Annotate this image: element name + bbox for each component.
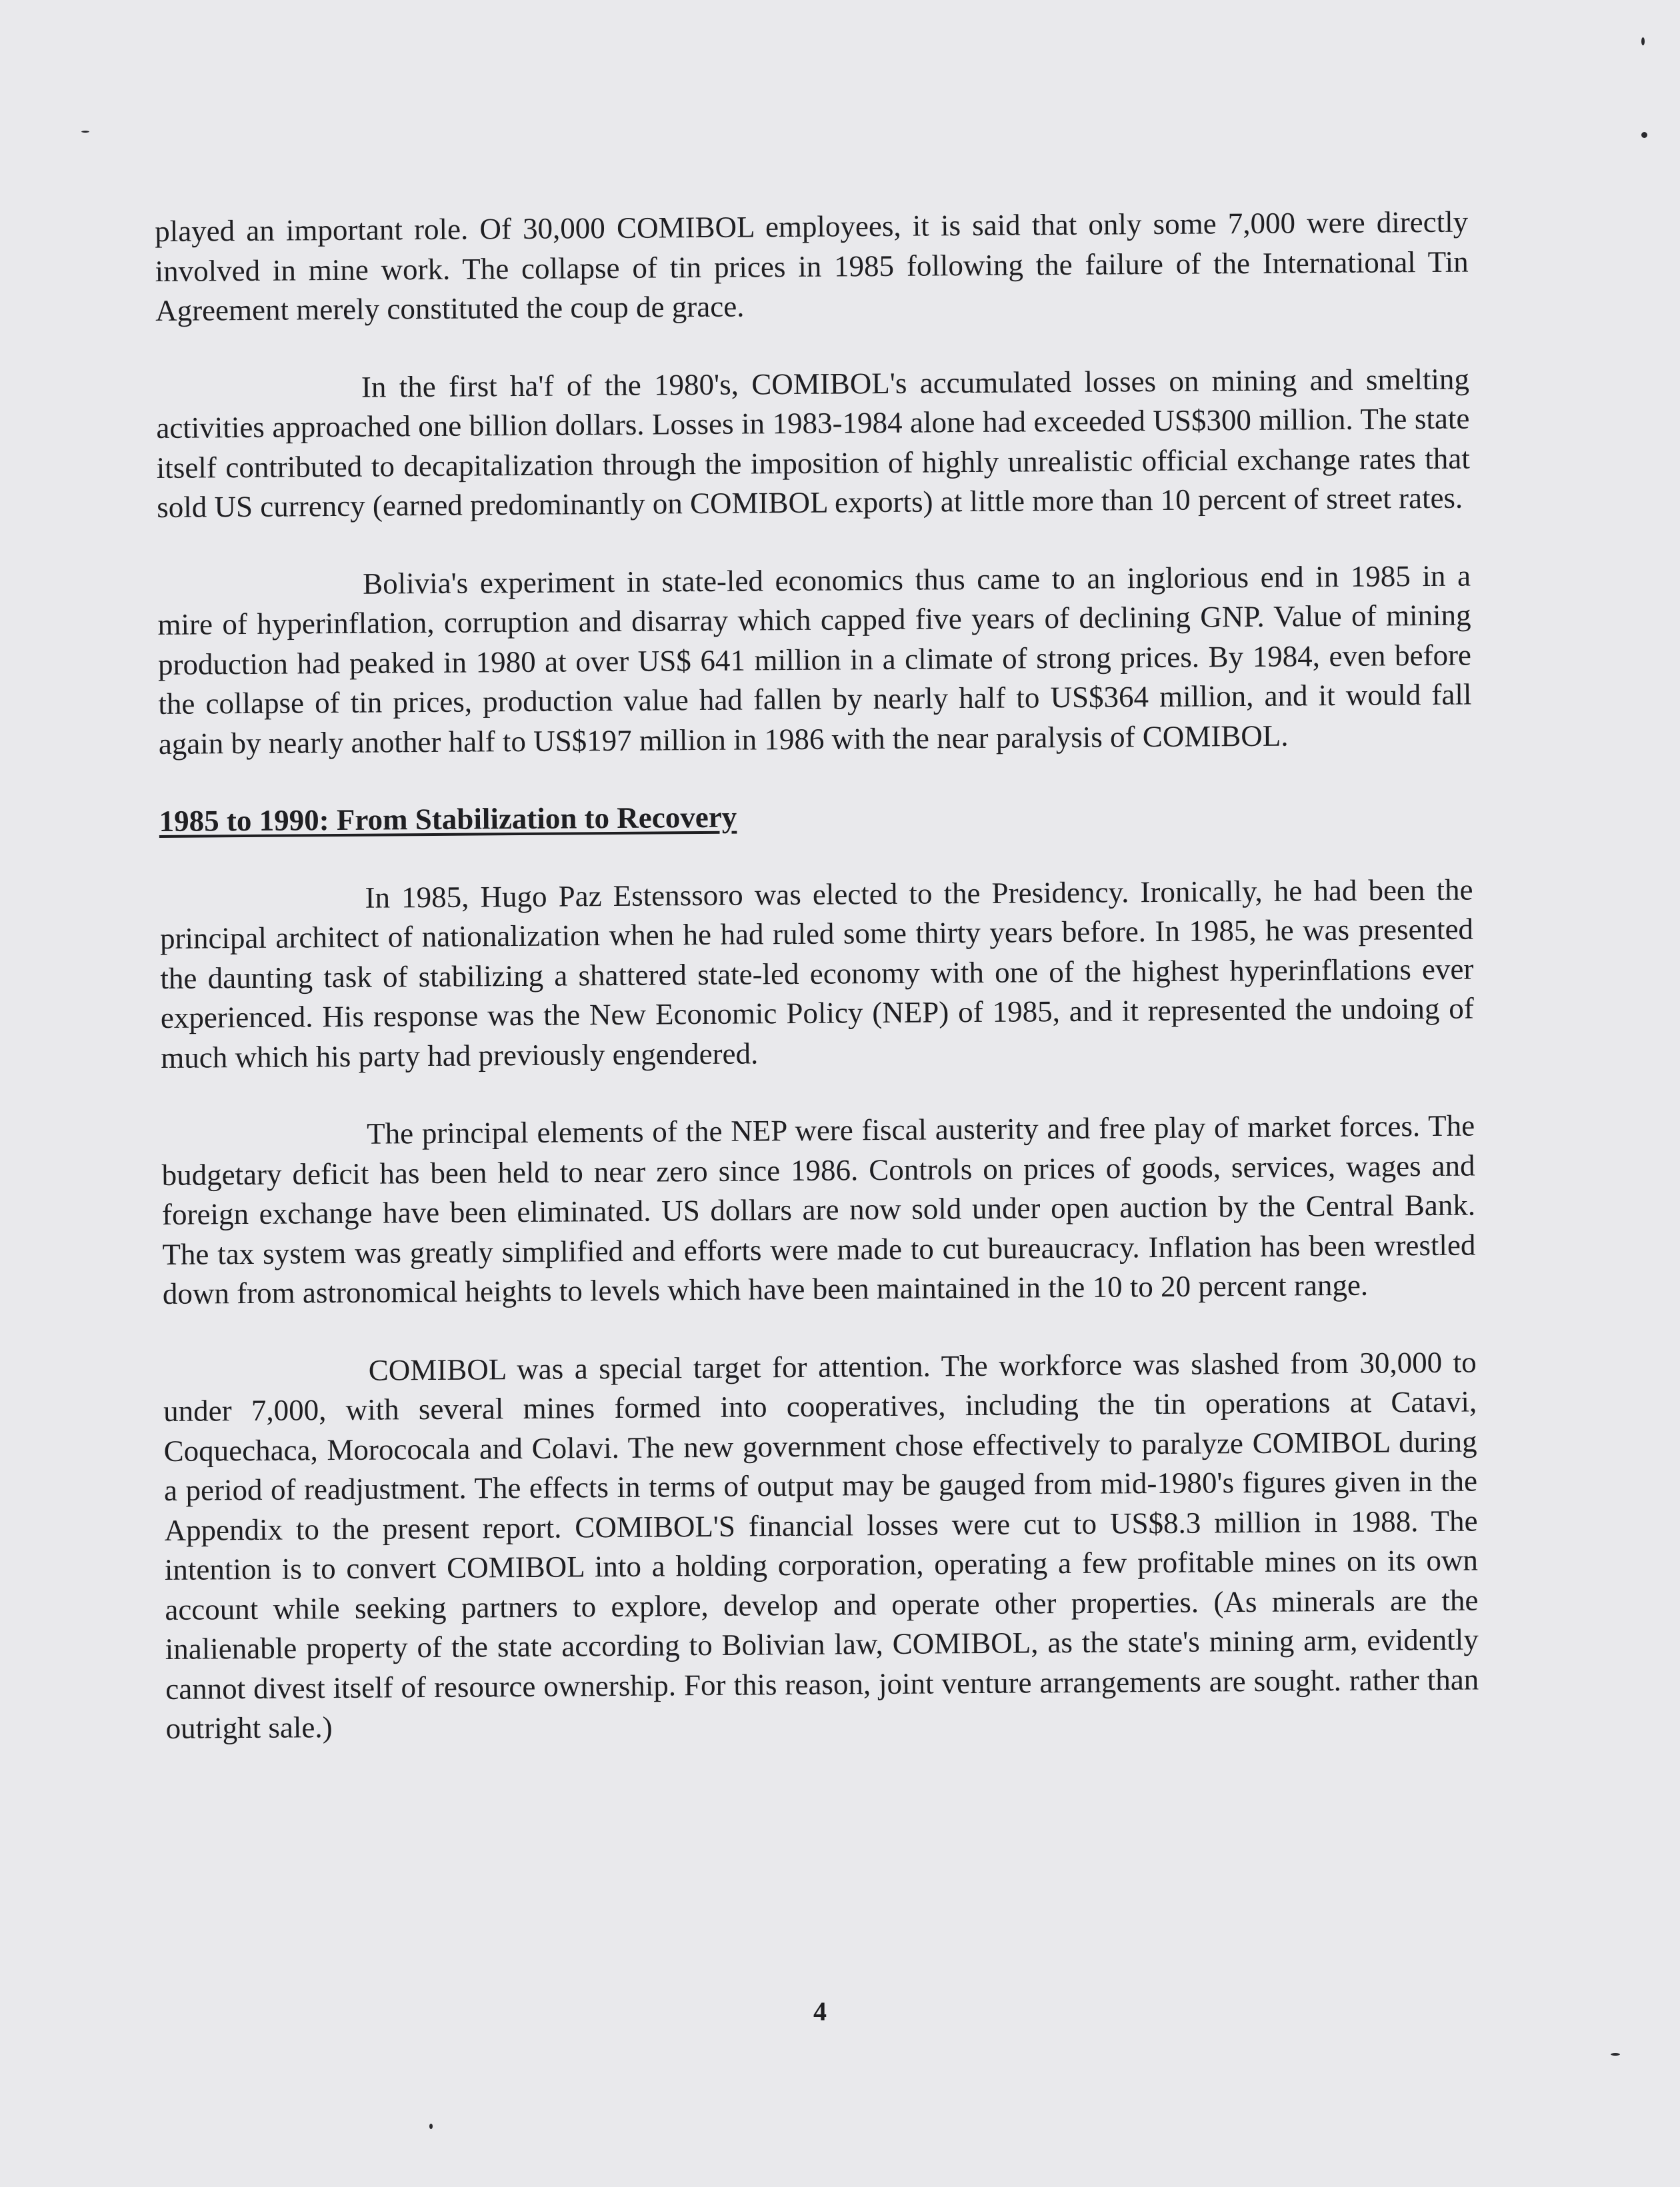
- scan-speck: [1641, 132, 1647, 138]
- paragraph-comibol-target: COMIBOL was a special target for attention. The workforce was slashed from 30,000 to under 7,000, with several mines formed into cooperatives, including the tin operations at Catavi, Coquechaca, Morococala and Colavi. The new government chose effectively to paralyze COMIBOL during a period of readjustment. The effects in terms of output may be gauged from mid-1980's figures given in the Appendix to the present report. COMIBOL'S financial losses were cut to US$8.3 million in 1988. The intention is to convert COMIBOL into a holding corporation, operating a few profitable mines on its own account while seeking partners to explore, develop and operate other properties. (As minerals are the inalienable property of the state according to Bolivian law, COMIBOL, as the state's mining arm, evidently cannot divest itself of resource ownership. For this reason, joint venture arrangements are sought. rather than outright sale.): [163, 1345, 1479, 1745]
- paragraph-state-led-economics: Bolivia's experiment in state-led economics thus came to an inglorious end in 1985 in a mire of hyperinflation, corruption and disarray which capped five years of declining GNP. Value of mining production had peaked in 1980 at over US$ 641 million in a climate of strong prices. By 1984, even before the collapse of tin prices, production value had fallen by nearly half to US$364 million, and it would fall again by nearly another half to US$197 million in 1986 with the near paralysis of COMIBOL.: [157, 559, 1472, 761]
- scan-speck: [81, 131, 89, 133]
- scan-speck: [1641, 37, 1645, 45]
- paragraph-paz-estenssoro: In 1985, Hugo Paz Estenssoro was elected to the Presidency. Ironically, he had been the principal architect of nationalization when he had ruled some thirty years before. In 1985, he was presented the daunting task of stabilizing a shattered state-led economy with one of the highest hyperinflations ever experienced. His response was the New Economic Policy (NEP) of 1985, and it represented the undoing of much which his party had previously engendered.: [159, 873, 1474, 1075]
- section-heading: 1985 to 1990: From Stabilization to Recovery: [159, 800, 737, 838]
- paragraph-comibol-losses: In the first ha'f of the 1980's, COMIBOL's accumulated losses on mining and smelting activities approached one billion dollars. Losses in 1983-1984 alone had exceeded US$300 million. The state itself contributed to decapitalization through the imposition of highly unrealistic official exchange rates that sold US currency (earned predominantly on COMIBOL exports) at little more than 10 percent of street rates.: [156, 362, 1470, 524]
- paragraph-nep-elements: The principal elements of the NEP were fiscal austerity and free play of market forces. The budgetary deficit has been held to near zero since 1986. Controls on prices of goods, services, wages and foreign exchange have been eliminated. US dollars are now sold under open auction by the Central Bank. The tax system was greatly simplified and efforts were made to cut bureaucracy. Inflation has been wrestled down from astronomical heights to levels which have been maintained in the 10 to 20 percent range.: [161, 1108, 1476, 1310]
- scan-speck: [429, 2124, 433, 2129]
- document-body: [155, 203, 1479, 1749]
- page-number: 4: [813, 1996, 827, 2026]
- scan-speck: [1611, 2053, 1620, 2056]
- paragraph-continuation: played an important role. Of 30,000 COMIBOL employees, it is said that only some 7,000 were directly involved in mine work. The collapse of tin prices in 1985 following the failure of the International Tin Agreement merely constituted the coup de grace.: [155, 205, 1469, 327]
